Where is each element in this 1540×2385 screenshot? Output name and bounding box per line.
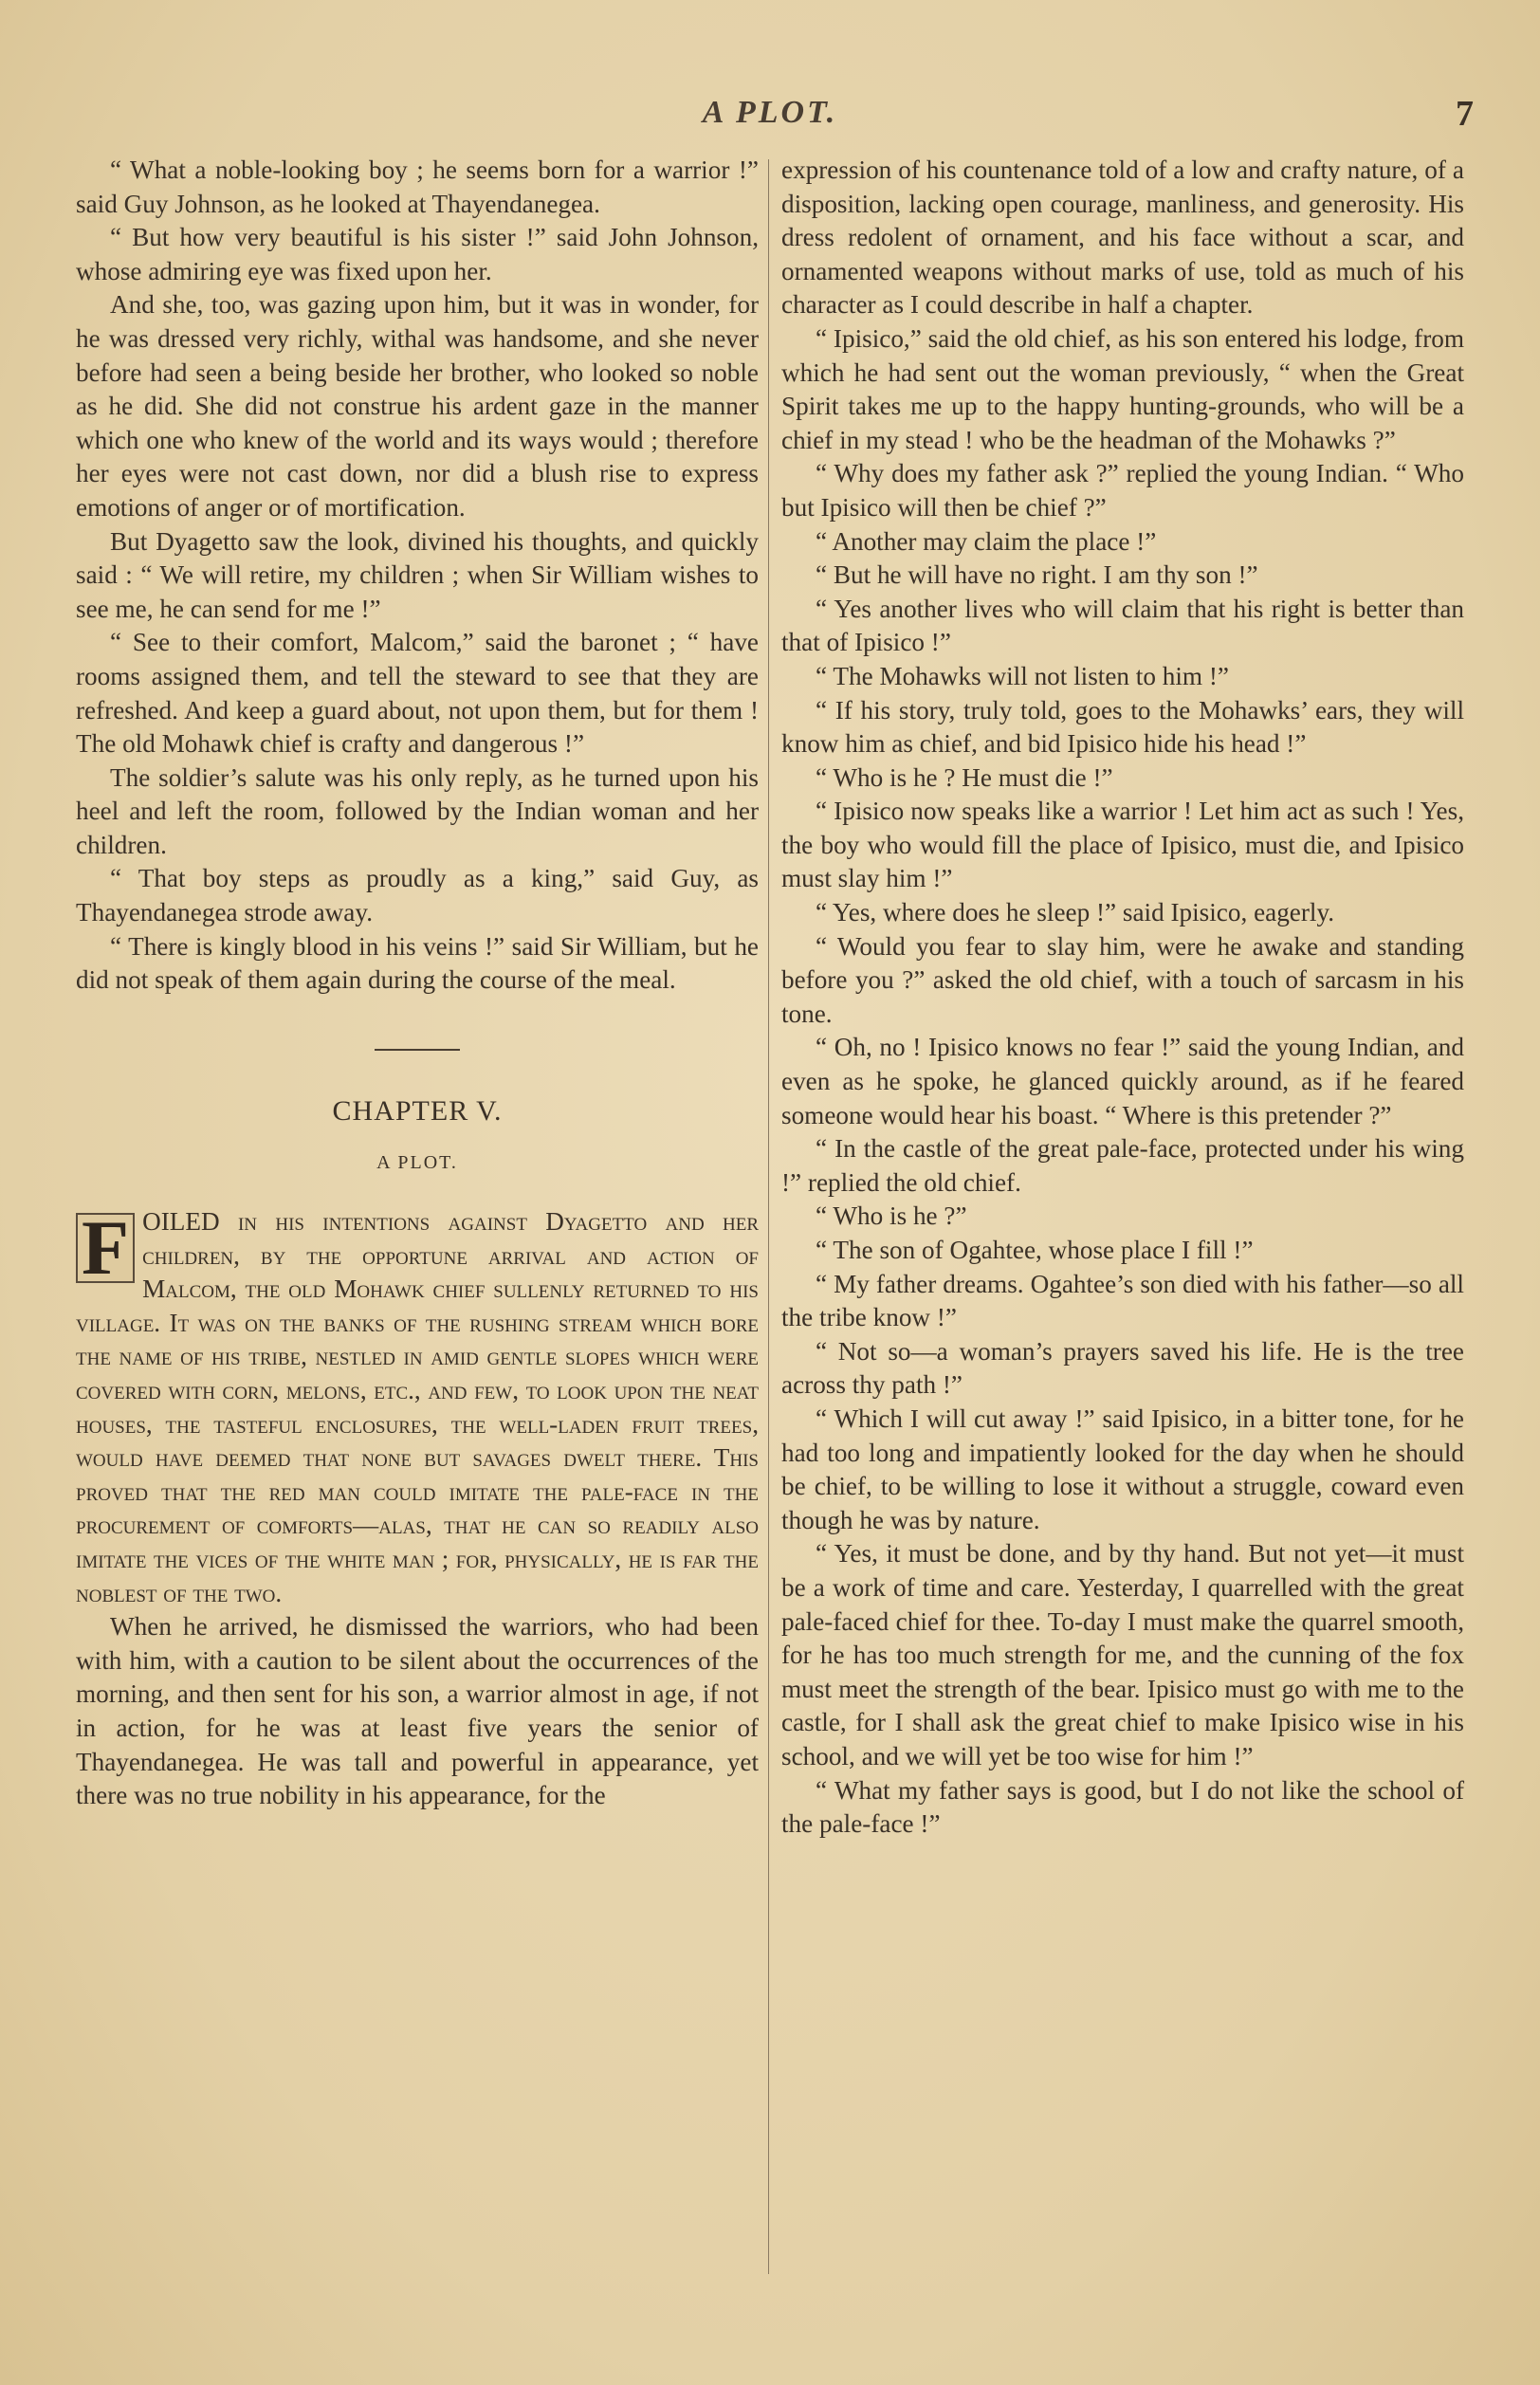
paragraph-continued: expression of his countenance told of a low and crafty nature, of a disposition, lacking open courage, manliness, and generosity. His dress redolent of ornament, and his face without a scar, and ornamented weapons without marks of use, told as much of his character as I could describe in half a chapter. — [781, 156, 1464, 320]
paragraph: “ Which I will cut away !” said Ipisico, in a bitter tone, for he had too long and impatiently looked for the day when he should be chief, to be willing to lose it without a struggle, coward even though he was by nature. — [781, 1403, 1464, 1534]
paragraph: “ My father dreams. Ogahtee’s son died with his father—so all the tribe know !” — [781, 1269, 1464, 1332]
paragraph: “ Another may claim the place !” — [816, 526, 1157, 556]
paragraph: “ What my father says is good, but I do not like the school of the pale-face !” — [781, 1775, 1464, 1839]
paragraph: “ Yes, where does he sleep !” said Ipisico, eagerly. — [816, 898, 1335, 927]
column-divider — [768, 159, 769, 2274]
paragraph: “ Who is he ? He must die !” — [816, 762, 1113, 792]
paragraph: The soldier’s salute was his only reply, as he turned upon his heel and left the room, followed by the Indian woman and her children. — [76, 762, 759, 859]
paragraph: And she, too, was gazing upon him, but it was in wonder, for he was dressed very richly, withal was handsome, and she never before had seen a being beside her brother, who looked so noble as he did. She did not construe his ardent gaze in the manner which one who knew of the world and its ways would ; therefore her eyes were not cast down, nor did a blush rise to express emotions of anger or of mortification. — [76, 290, 759, 522]
chapter-heading: CHAPTER V. — [332, 1094, 503, 1127]
chapter-divider-rule — [375, 1049, 460, 1051]
paragraph: “ But he will have no right. I am thy son !” — [816, 560, 1258, 590]
running-title: A PLOT. — [702, 95, 838, 130]
paragraph: “ If his story, truly told, goes to the Mohawks’ ears, they will know him as chief, and bid Ipisico hide his head !” — [781, 695, 1464, 759]
paragraph: “ That boy steps as proudly as a king,” said Guy, as Thayendanegea strode away. — [76, 864, 759, 927]
paragraph: When he arrived, he dismissed the warriors, who had been with him, with a caution to be silent about the occurrences of the morning, and then sent for his son, a warrior almost in age, if not in action, for he was at least five years the senior of Thayendanegea. He was tall and powerful in appearance, yet there was no true nobility in his appearance, for the — [76, 1612, 759, 1810]
paragraph: “ Yes, it must be done, and by thy hand. But not yet—it must be a work of time and care. Yesterday, I quarrelled with the great pale-faced chief for thee. To-day I must make the quarrel smooth, for he has too much strength for me, and the cunning of the fox must meet the strength of the bear. Ipisico must go with me to the castle, for I shall ask the great chief to make Ipisico wise in his school, and we will yet be too wise for him !” — [781, 1539, 1464, 1770]
paragraph: “ There is kingly blood in his veins !” said Sir William, but he did not speak of them again during the course of the meal. — [76, 931, 759, 995]
paragraph: But Dyagetto saw the look, divined his thoughts, and quickly said : “ We will retire, my children ; when Sir William wishes to see me, he can send for me !” — [76, 526, 759, 623]
paragraph: “ Would you fear to slay him, were he awake and standing before you ?” asked the old chief, with a touch of sarcasm in his tone. — [781, 931, 1464, 1028]
left-column — [76, 154, 759, 1813]
opening-text: OILED in his intentions against Dyagetto and her children, by the opportune arrival and action of Malcom, the old Mohawk chief sullenly returned to his village. It was on the banks of the rushing stream which bore the name of his tribe, nestled in amid gentle slopes which were covered with corn, melons, etc., and few, to look upon the neat houses, the tasteful enclosures, the well-laden fruit trees, would have deemed that none but savages dwelt there. This proved that the red man could imitate the pale-face in the procurement of comforts—alas, that he can so readily also imitate the vices of the white man ; for, physically, he is far the noblest of the two. — [76, 1207, 759, 1607]
paragraph: “ The Mohawks will not listen to him !” — [816, 661, 1229, 690]
paragraph: “ Ipisico now speaks like a warrior ! Let him act as such ! Yes, the boy who would fill the place of Ipisico, must die, and Ipisico must slay him !” — [781, 797, 1464, 893]
chapter-opening-paragraph — [76, 1205, 759, 1610]
paragraph: “ See to their comfort, Malcom,” said the baronet ; “ have rooms assigned them, and tell the steward to see that they are refreshed. And keep a guard about, not upon them, but for them ! The old Mohawk chief is crafty and dangerous !” — [76, 628, 759, 759]
paragraph: “ Why does my father ask ?” replied the young Indian. “ Who but Ipisico will then be chief ?” — [781, 459, 1464, 522]
paragraph: “ The son of Ogahtee, whose place I fill !” — [816, 1236, 1254, 1264]
paragraph: “ Ipisico,” said the old chief, as his son entered his lodge, from which he had sent out the woman previously, “ when the Great Spirit takes me up to the happy hunting-grounds, who will be a chief in my stead ! who be the headman of the Mohawks ?” — [781, 323, 1464, 454]
paragraph: “ Who is he ?” — [816, 1202, 967, 1231]
paragraph: “ But how very beautiful is his sister !” said John Johnson, whose admiring eye was fixed upon her. — [76, 223, 759, 285]
chapter-subtitle: A PLOT. — [376, 1152, 458, 1174]
drop-cap-letter: F — [76, 1213, 135, 1283]
paragraph: “ Oh, no ! Ipisico knows no fear !” said the young Indian, and even as he spoke, he glanced quickly around, as if he feared someone would hear his boast. “ Where is this pretender ?” — [781, 1033, 1464, 1129]
running-head — [0, 91, 1540, 138]
page-number: 7 — [1456, 94, 1474, 134]
paragraph: “ Not so—a woman’s prayers saved his life. He is the tree across thy path !” — [781, 1336, 1464, 1400]
right-column — [781, 154, 1464, 1842]
paragraph: “ Yes another lives who will claim that his right is better than that of Ipisico !” — [781, 594, 1464, 657]
paragraph: “ What a noble-looking boy ; he seems born for a warrior !” said Guy Johnson, as he looked at Thayendanegea. — [76, 156, 759, 218]
paragraph: “ In the castle of the great pale-face, protected under his wing !” replied the old chief. — [781, 1134, 1464, 1197]
